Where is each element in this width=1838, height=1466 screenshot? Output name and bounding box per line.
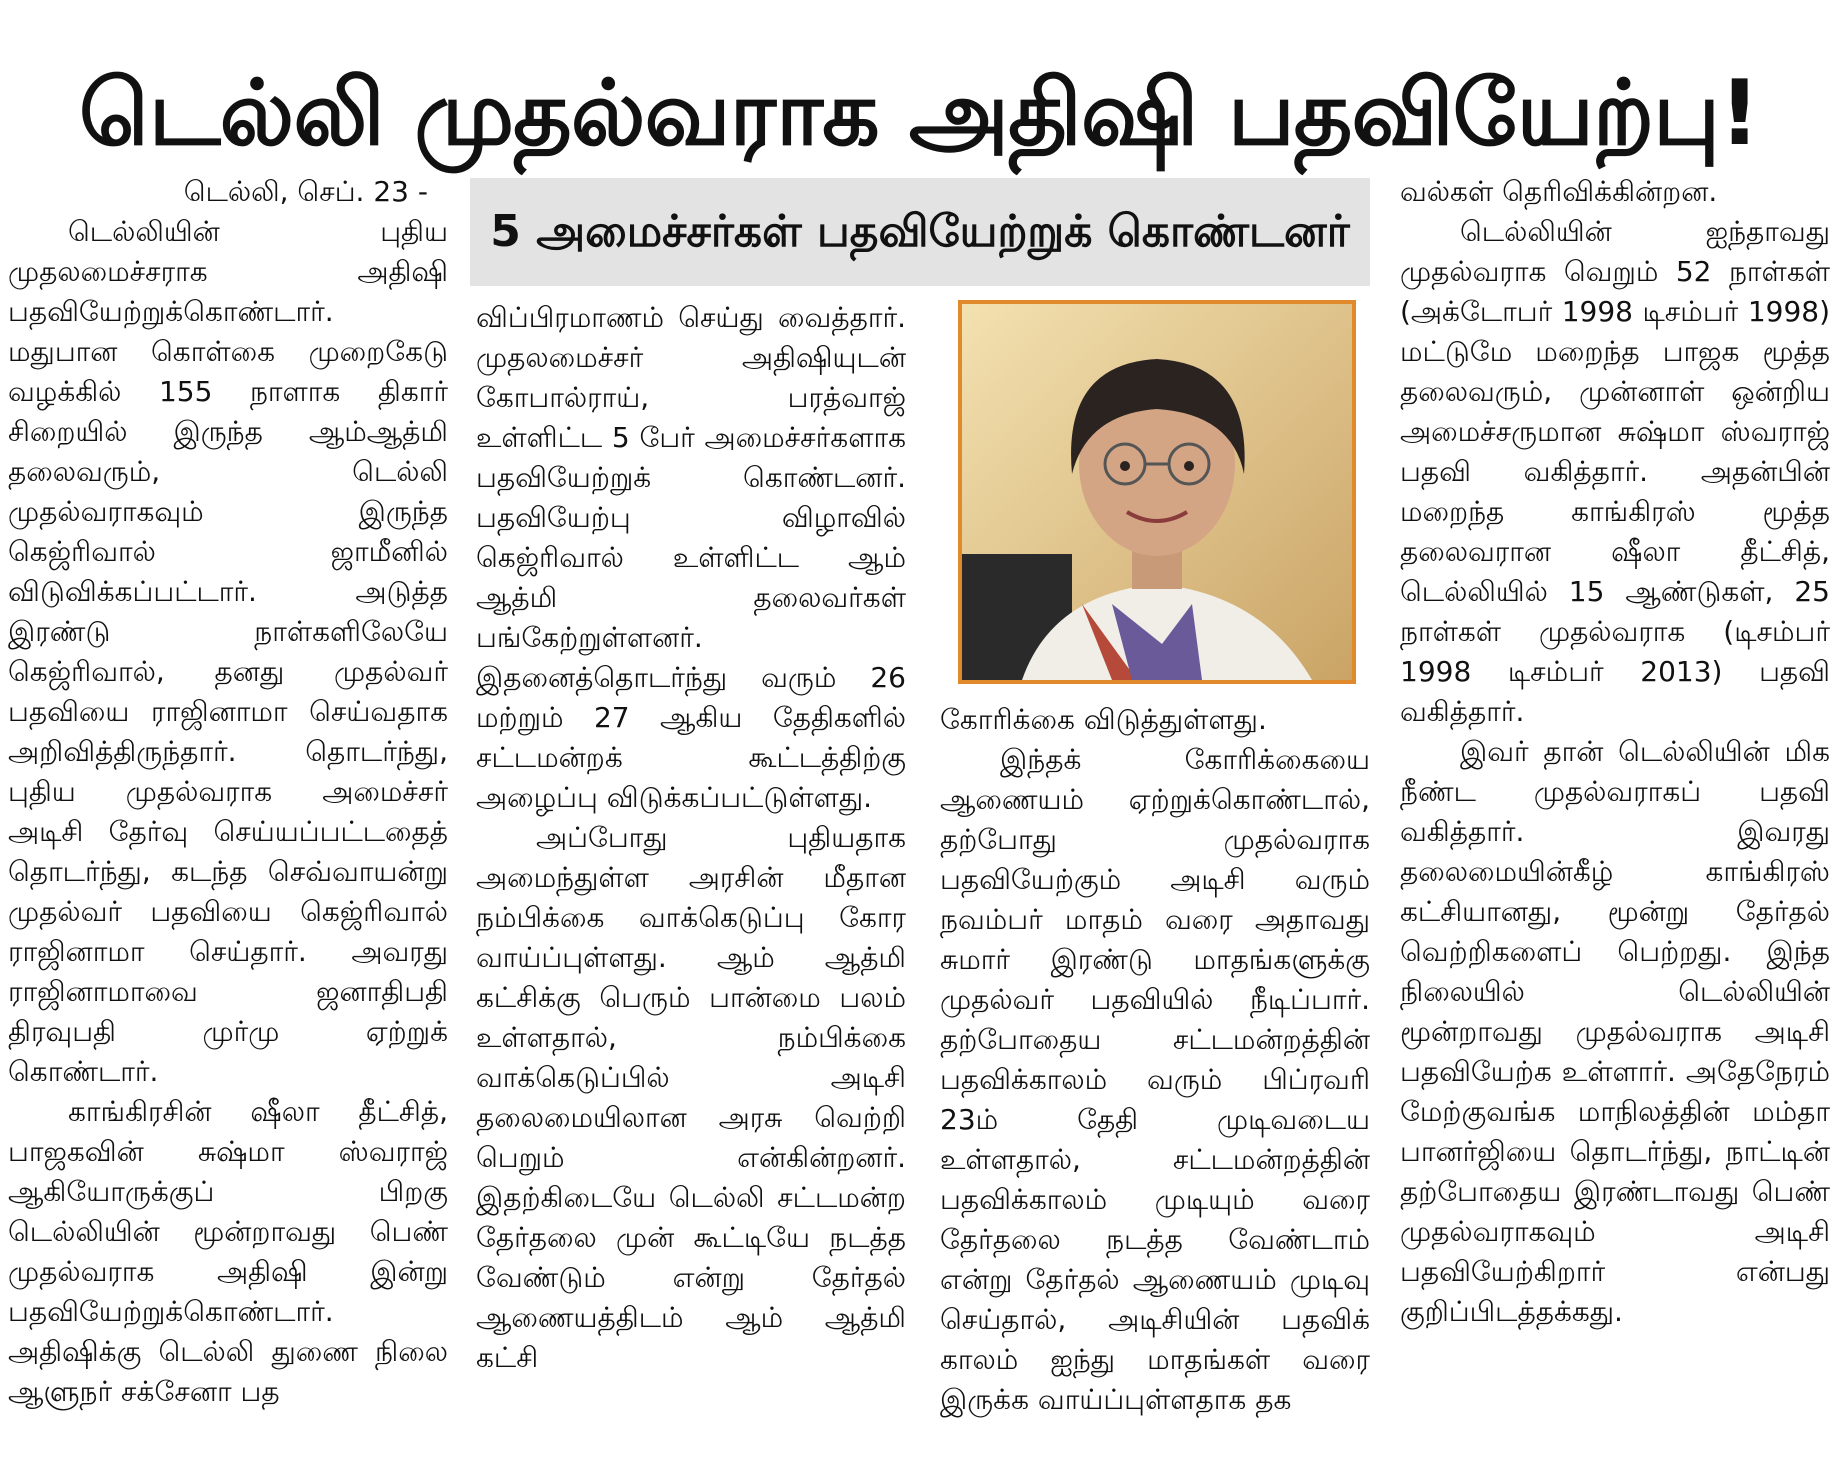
col3-paragraph-2: இந்தக் கோரிக்கையை ஆணையம் ஏற்றுக்கொண்டால், தற்போது முதல்வராக பதவியேற்கும் அடிசி வரும் நவம்பர் மாதம் வரை அதாவது சுமார் இரண்டு மாதங்களுக்கு முதல்வர் பதவியில் நீடிப்பார். தற்போதைய சட்டமன்றத்தின் பதவிக்காலம் வரும் பிப்ரவரி 23ம் தேதி முடிவடைய உள்ளதால், சட்டமன்றத்தின் பதவிக்காலம் முடியும் வரை தேர்தலை நடத்த வேண்டாம் என்று தேர்தல் ஆணையம் முடிவு செய்தால், அடிசியின் பதவிக் காலம் ஐந்து மாதங்கள் வரை இருக்க வாய்ப்புள்ளதாக தக — [940, 743, 1370, 1416]
col4-paragraph-1: வல்கள் தெரிவிக்கின்றன. — [1400, 175, 1718, 208]
portrait-illustration — [962, 304, 1352, 680]
dateline: டெல்லி, செப். 23 - — [183, 175, 428, 208]
subheadline-box — [470, 178, 1370, 286]
col3-paragraph-1: கோரிக்கை விடுத்துள்ளது. — [940, 703, 1267, 736]
col4-paragraph-2: டெல்லியின் ஐந்தாவது முதல்வராக வெறும் 52 நாள்கள் (அக்டோபர் 1998 டிசம்பர் 1998) மட்டுமே மறைந்த பாஜக மூத்த தலைவரும், முன்னாள் ஒன்றிய அமைச்சருமான சுஷ்மா ஸ்வராஜ் பதவி வகித்தார். அதன்பின் மறைந்த காங்கிரஸ் மூத்த தலைவரான ஷீலா தீட்சித், டெல்லியில் 15 ஆண்டுகள், 25 நாள்கள் முதல்வராக (டிசம்பர் 1998 டிசம்பர் 2013) பதவி வகித்தார். — [1400, 215, 1830, 728]
col2-paragraph-2: அப்போது புதியதாக அமைந்துள்ள அரசின் மீதான நம்பிக்கை வாக்கெடுப்பு கோர வாய்ப்புள்ளது. ஆம் ஆத்மி கட்சிக்கு பெரும் பான்மை பலம் உள்ளதால், நம்பிக்கை வாக்கெடுப்பில் அடிசி தலைமையிலான அரசு வெற்றி பெறும் என்கின்றனர். இதற்கிடையே டெல்லி சட்டமன்ற தேர்தலை முன் கூட்டியே நடத்த வேண்டும் என்று தேர்தல் ஆணையத்திடம் ஆம் ஆத்மி கட்சி — [476, 821, 906, 1374]
col1-paragraph-2: காங்கிரசின் ஷீலா தீட்சித், பாஜகவின் சுஷ்மா ஸ்வராஜ் ஆகியோருக்குப் பிறகு டெல்லியின் மூன்றாவது பெண் முதல்வராக அதிஷி இன்று பதவியேற்றுக்கொண்டார். அதிஷிக்கு டெல்லி துணை நிலை ஆளுநர் சக்சேனா பத — [8, 1095, 448, 1408]
col2-paragraph-1: விப்பிரமாணம் செய்து வைத்தார். முதலமைச்சர் அதிஷியுடன் கோபால்ராய், பரத்வாஜ் உள்ளிட்ட 5 பேர் அமைச்சர்களாக பதவியேற்றுக் கொண்டனர். பதவியேற்பு விழாவில் கெஜ்ரிவால் உள்ளிட்ட ஆம் ஆத்மி தலைவர்கள் பங்கேற்றுள்ளனர். இதனைத்தொடர்ந்து வரும் 26 மற்றும் 27 ஆகிய தேதிகளில் சட்டமன்றக் கூட்டத்திற்கு அழைப்பு விடுக்கப்பட்டுள்ளது. — [476, 301, 906, 814]
column-2 — [476, 298, 906, 1462]
col1-paragraph-1: டெல்லியின் புதிய முதலமைச்சராக அதிஷி பதவியேற்றுக்கொண்டார். மதுபான கொள்கை முறைகேடு வழக்கில் 155 நாளாக திகார் சிறையில் இருந்த ஆம்ஆத்மி தலைவரும், டெல்லி முதல்வராகவும் இருந்த கெஜ்ரிவால் ஜாமீனில் விடுவிக்கப்பட்டார். அடுத்த இரண்டு நாள்களிலேயே கெஜ்ரிவால், தனது முதல்வர் பதவியை ராஜினாமா செய்வதாக அறிவித்திருந்தார். தொடர்ந்து, புதிய முதல்வராக அமைச்சர் அடிசி தேர்வு செய்யப்பட்டதைத் தொடர்ந்து, கடந்த செவ்வாயன்று முதல்வர் பதவியை கெஜ்ரிவால் ராஜினாமா செய்தார். அவரது ராஜினாமாவை ஜனாதிபதி திரவுபதி முர்மு ஏற்றுக் கொண்டார். — [8, 215, 448, 1088]
column-1 — [8, 172, 448, 1462]
portrait-photo — [958, 300, 1356, 684]
col4-paragraph-3: இவர் தான் டெல்லியின் மிக நீண்ட முதல்வராகப் பதவி வகித்தார். இவரது தலைமையின்கீழ் காங்கிரஸ் கட்சியானது, மூன்று தேர்தல் வெற்றிகளைப் பெற்றது. இந்த நிலையில் டெல்லியின் மூன்றாவது முதல்வராக அடிசி பதவியேற்க உள்ளார். அதேநேரம் மேற்குவங்க மாநிலத்தின் மம்தா பானர்ஜியை தொடர்ந்து, நாட்டின் தற்போதைய இரண்டாவது பெண் முதல்வராகவும் அடிசி பதவியேற்கிறார் என்பது குறிப்பிடத்தக்கது. — [1400, 735, 1830, 1328]
subheadline: 5 அமைச்சர்கள் பதவியேற்றுக் கொண்டனர் — [490, 206, 1350, 257]
column-4 — [1400, 172, 1830, 1462]
column-3 — [940, 700, 1370, 1462]
headline: டெல்லி முதல்வராக அதிஷி பதவியேற்பு! — [78, 61, 1760, 166]
